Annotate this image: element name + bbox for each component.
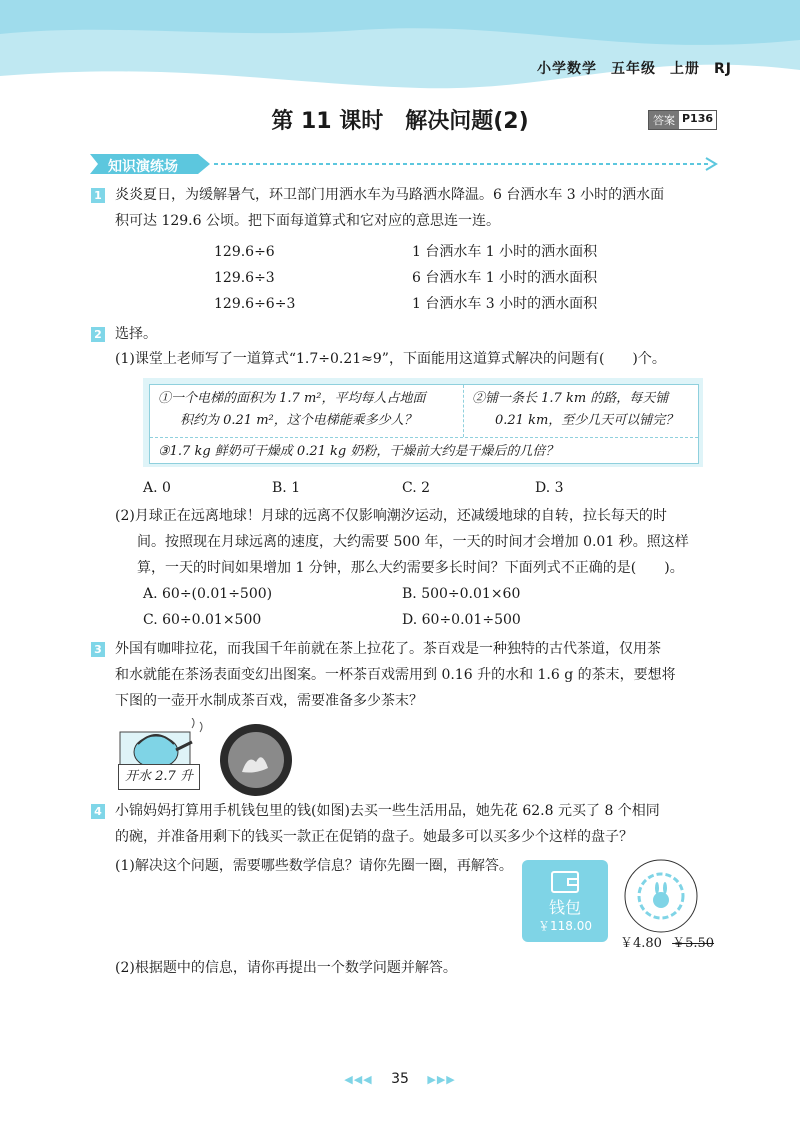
q2-part2-line-3: 算，一天的时间如果增加 1 分钟，那么大约需要多长时间？下面列式不正确的是( )。 [137, 560, 684, 576]
plate-price [620, 932, 714, 951]
q2-part2-line-1: (2)月球正在远离地球！月球的远离不仅影响潮汐运动，还减缓地球的自转，拉长每天的时 [115, 508, 667, 524]
plate-price-new: ￥4.80 [620, 936, 662, 951]
q1-meaning-3[interactable]: 1 台洒水车 3 小时的洒水面积 [412, 296, 598, 312]
question-number-1: 1 [91, 188, 105, 203]
q2-option-d[interactable]: D. 3 [535, 480, 564, 496]
header-grade: 五年级 [611, 61, 656, 77]
q2-part2-option-d[interactable]: D. 60÷0.01÷500 [402, 612, 521, 628]
plate-illustration [623, 858, 699, 934]
answer-tag-page: P136 [682, 112, 714, 125]
box-statement-2-line-2: 0.21 km，至少几天可以铺完？ [495, 413, 679, 428]
q1-meaning-1[interactable]: 1 台洒水车 1 小时的洒水面积 [412, 244, 598, 260]
wallet-card [522, 860, 608, 942]
footer-next-arrows: ▶▶▶ [427, 1073, 456, 1086]
q1-meaning-2[interactable]: 6 台洒水车 1 小时的洒水面积 [412, 270, 598, 286]
box-statement-3: ③1.7 kg 鲜奶可干燥成 0.21 kg 奶粉，干燥前大约是干燥后的几倍？ [158, 444, 559, 459]
q2-part2-line-2: 间。按照现在月球远离的速度，大约需要 500 年，一天的时间才会增加 0.01 秒。照这样 [137, 534, 689, 550]
q1-expr-2[interactable]: 129.6÷3 [214, 270, 275, 286]
page-footer [0, 1071, 800, 1087]
q1-text-line-2: 积可达 129.6 公顷。把下面每道算式和它对应的意思连一连。 [115, 213, 500, 229]
box-statement-1-line-2: 积约为 0.21 m²，这个电梯能乘多少人？ [180, 413, 417, 428]
header-edition: RJ [714, 61, 732, 77]
q2-option-c[interactable]: C. 2 [402, 480, 431, 496]
wallet-label: 钱包 [548, 898, 581, 917]
q4-part2-prompt: (2)根据题中的信息，请你再提出一个数学问题并解答。 [115, 960, 457, 976]
footer-prev-arrows: ◀◀◀ [344, 1073, 373, 1086]
q2-part2-option-a[interactable]: A. 60÷(0.01÷500) [143, 586, 273, 602]
plate-price-old: ￥5.50 [672, 936, 715, 951]
q2-part2-option-c[interactable]: C. 60÷0.01×500 [143, 612, 262, 628]
question-number-4: 4 [91, 804, 105, 819]
section-label: 知识演练场 [108, 159, 178, 175]
q2-option-a[interactable]: A. 0 [143, 480, 171, 496]
q4-part1-prompt: (1)解决这个问题，需要哪些数学信息？请你先圈一圈，再解答。 [115, 858, 513, 874]
header-subject: 小学数学 [537, 61, 597, 77]
section-banner [88, 152, 718, 176]
box-statement-1-line-1: ①一个电梯的面积为 1.7 m²，平均每人占地面 [158, 391, 426, 406]
q2-text: 选择。 [115, 326, 157, 342]
question-number-2: 2 [91, 327, 105, 342]
question-number-3: 3 [91, 642, 105, 657]
box-statement-2-line-1: ②铺一条长 1.7 km 的路，每天铺 [472, 391, 669, 406]
q1-expr-3[interactable]: 129.6÷6÷3 [214, 296, 296, 312]
q2-part1-prompt: (1)课堂上老师写了一道算式“1.7÷0.21≈9”，下面能用这道算式解决的问题有( )个。 [115, 351, 666, 367]
q3-text-line-3: 下图的一壶开水制成茶百戏，需要准备多少茶末？ [115, 693, 423, 709]
q1-text-line-1: 炎炎夏日，为缓解暑气，环卫部门用洒水车为马路洒水降温。6 台洒水车 3 小时的洒水面 [115, 187, 665, 203]
wallet-amount: ￥118.00 [538, 919, 592, 933]
header-wave-band [0, 0, 800, 92]
q3-text-line-1: 外国有咖啡拉花，而我国千年前就在茶上拉花了。茶百戏是一种独特的古代茶道，仅用茶 [115, 641, 661, 657]
header-volume: 上册 [670, 61, 700, 77]
q2-option-b[interactable]: B. 1 [272, 480, 301, 496]
q3-text-line-2: 和水就能在茶汤表面变幻出图案。一杯茶百戏需用到 0.16 升的水和 1.6 g 的茶末，要想将 [115, 667, 676, 683]
q4-text-line-1: 小锦妈妈打算用手机钱包里的钱(如图)去买一些生活用品，她先花 62.8 元买了 8 个相同 [115, 803, 660, 819]
answer-tag-label: 答案 [649, 111, 679, 129]
q2-part2-option-b[interactable]: B. 500÷0.01×60 [402, 586, 521, 602]
page-number: 35 [391, 1071, 409, 1087]
wallet-icon [550, 870, 580, 894]
kettle-label: 开水 2.7 升 [118, 764, 200, 790]
page-title: 第 11 课时 解决问题(2) [271, 109, 529, 134]
q4-text-line-2: 的碗，并准备用剩下的钱买一款正在促销的盘子。她最多可以买多少个这样的盘子？ [115, 829, 633, 845]
tea-bowl-illustration [218, 722, 294, 798]
header-info [523, 58, 732, 78]
q2-statement-box [143, 378, 703, 467]
answer-tag [648, 110, 717, 130]
q1-expr-1[interactable]: 129.6÷6 [214, 244, 275, 260]
